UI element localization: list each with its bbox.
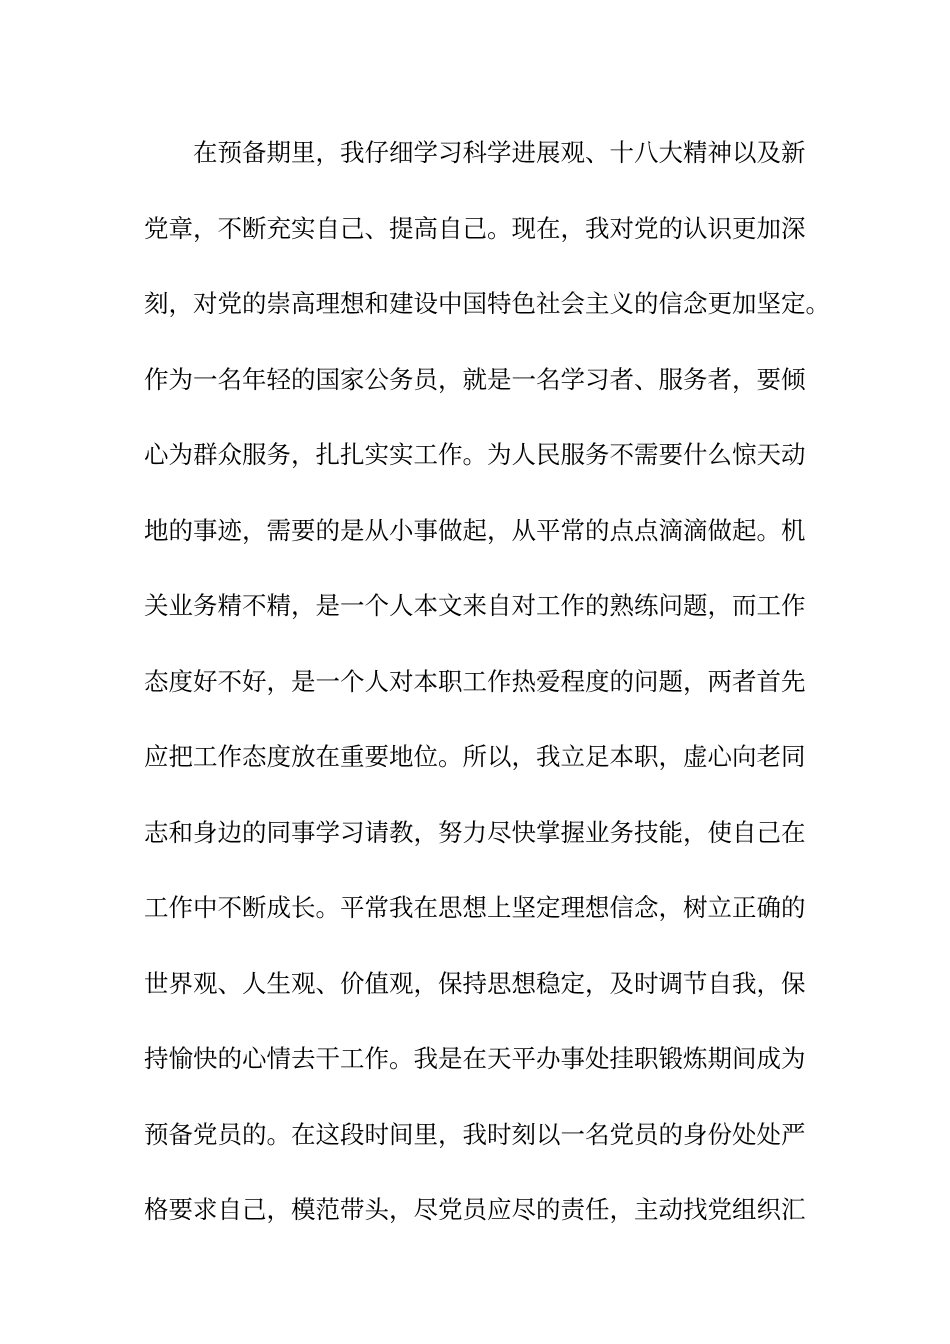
text-line: 持愉快的心情去干工作。我是在天平办事处挂职锻炼期间成为	[144, 1044, 806, 1073]
text-line: 党章，不断充实自己、提高自己。现在，我对党的认识更加深	[144, 213, 806, 243]
text-line: 关业务精不精，是一个人本文来自对工作的熟练问题，而工作	[144, 591, 806, 620]
text-line: 作为一名年轻的国家公务员，就是一名学习者、服务者，要倾	[144, 364, 806, 394]
text-line: 在预备期里，我仔细学习科学进展观、十八大精神以及新	[193, 138, 806, 167]
body-paragraph	[144, 130, 830, 1263]
text-line: 志和身边的同事学习请教，努力尽快掌握业务技能，使自己在	[144, 817, 806, 847]
text-line: 工作中不断成长。平常我在思想上坚定理想信念，树立正确的	[144, 893, 806, 922]
text-line: 地的事迹，需要的是从小事做起，从平常的点点滴滴做起。机	[144, 515, 806, 545]
text-line: 格要求自己，模范带头，尽党员应尽的责任，主动找党组织汇	[144, 1195, 806, 1224]
text-line: 刻，对党的崇高理想和建设中国特色社会主义的信念更加坚定。	[144, 289, 830, 318]
text-line: 应把工作态度放在重要地位。所以，我立足本职，虚心向老同	[144, 742, 806, 771]
text-line: 预备党员的。在这段时间里，我时刻以一名党员的身份处处严	[144, 1119, 806, 1149]
text-line: 心为群众服务，扎扎实实工作。为人民服务不需要什么惊天动	[144, 440, 806, 469]
text-line: 世界观、人生观、价值观，保持思想稳定，及时调节自我，保	[144, 968, 806, 998]
text-line: 态度好不好，是一个人对本职工作热爱程度的问题，两者首先	[144, 666, 806, 696]
